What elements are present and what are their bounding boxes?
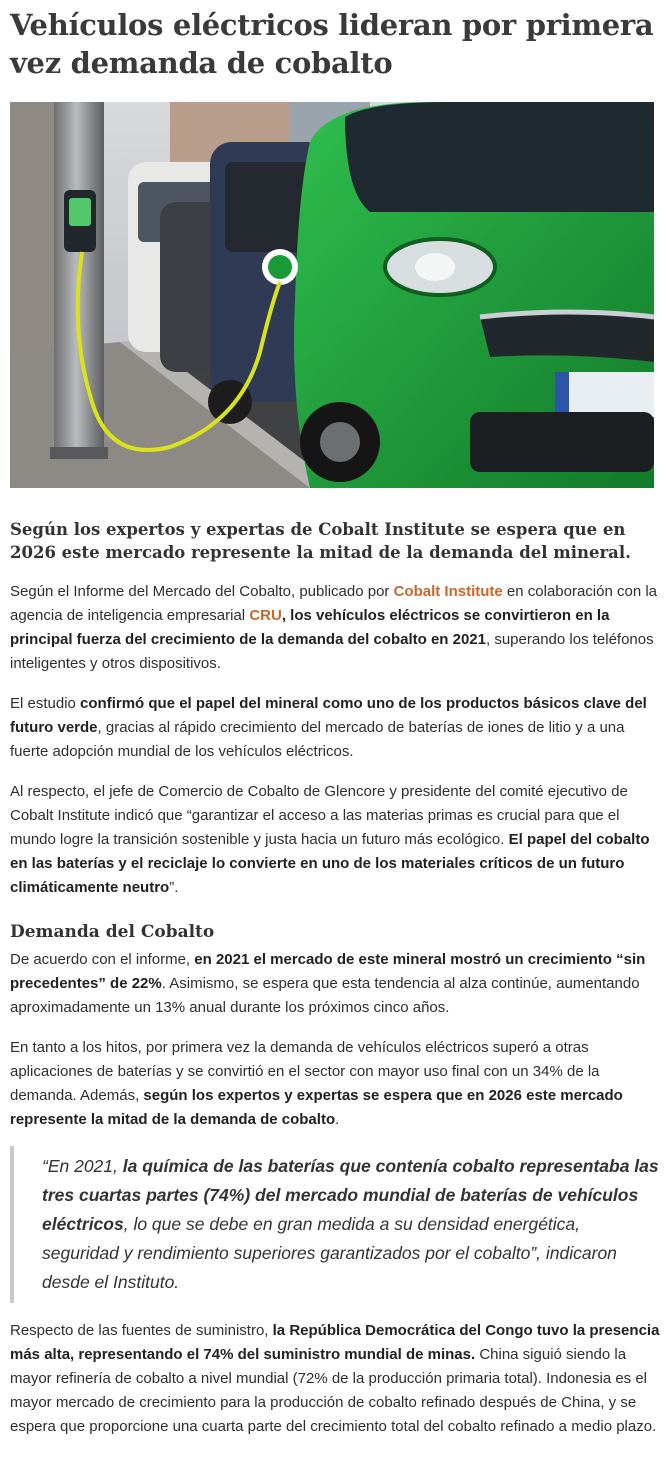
bold-text: en 2021 el mercado de este mineral mostró un crecimiento “sin precedentes” de 22% bbox=[10, 951, 646, 992]
text: El estudio bbox=[10, 695, 81, 712]
article bbox=[0, 6, 670, 1439]
bold-text: confirmó que el papel del mineral como uno de los productos básicos clave del futuro verde bbox=[10, 695, 647, 736]
paragraph-4 bbox=[10, 948, 660, 1020]
bold-text: según los expertos y expertas se espera que en 2026 este mercado represente la mitad de la demanda de cobalto bbox=[10, 1087, 623, 1128]
paragraph-6 bbox=[10, 1319, 660, 1439]
bold-text: la República Democrática del Congo tuvo la presencia más alta, representando el 74% del suministro mundial de minas. bbox=[10, 1322, 660, 1363]
paragraph-2 bbox=[10, 692, 660, 764]
text: , lo que se debe en gran medida a su densidad energética, seguridad y rendimiento superiores garantizados por el cobalto”, indicaron desde el Instituto. bbox=[42, 1214, 617, 1292]
paragraph-3 bbox=[10, 780, 660, 900]
text: ”. bbox=[169, 879, 179, 896]
article-title: Vehículos eléctricos lideran por primera vez demanda de cobalto bbox=[10, 8, 654, 80]
section-heading: Demanda del Cobalto bbox=[10, 922, 215, 942]
text: , superando los teléfonos inteligentes y otros dispositivos. bbox=[10, 631, 654, 672]
text: En tanto a los hitos, por primera vez la demanda de vehículos eléctricos superó a otras aplicaciones de baterías y se convirtió en el sector con mayor uso final con un 34% de la demanda. Además, bbox=[10, 1039, 600, 1104]
cobalt-institute-link[interactable]: Cobalt Institute bbox=[393, 583, 503, 600]
text: De acuerdo con el informe, bbox=[10, 951, 195, 968]
article-lead: Según los expertos y expertas de Cobalt Institute se espera que en 2026 este mercado represente la mitad de la demanda del mineral. bbox=[10, 520, 631, 562]
text: , gracias al rápido crecimiento del mercado de baterías de iones de litio y a una fuerte adopción mundial de los vehículos eléctricos. bbox=[10, 719, 625, 760]
hero-photo bbox=[10, 102, 654, 488]
bold-text: la química de las baterías que contenía cobalto representaba las tres cuartas partes (74%) del mercado mundial de baterías de vehículos eléctricos bbox=[42, 1156, 659, 1234]
bold-text: , los vehículos eléctricos se convirtieron en la principal fuerza del crecimiento de la demanda del cobalto en 2021 bbox=[10, 607, 610, 648]
text: Según el Informe del Mercado del Cobalto, publicado por bbox=[10, 583, 394, 600]
cru-link[interactable]: CRU bbox=[249, 607, 282, 624]
paragraph-1 bbox=[10, 580, 660, 676]
text: en colaboración con la agencia de inteligencia empresarial bbox=[10, 583, 658, 624]
text: . bbox=[335, 1111, 340, 1128]
text: “En 2021, bbox=[42, 1156, 123, 1176]
text: . Asimismo, se espera que esta tendencia al alza continúe, aumentando aproximadamente un 13% anual durante los próximos cinco años. bbox=[10, 975, 640, 1016]
text: Respecto de las fuentes de suministro, bbox=[10, 1322, 273, 1339]
text: China siguió siendo la mayor refinería de cobalto a nivel mundial (72% de la producción primaria total). Indonesia es el mayor mercado de crecimiento para la producción de cobalto refinado después de China, y se espera que proporcione una cuarta parte del crecimiento total del cobalto refinado a medio plazo. bbox=[10, 1346, 657, 1435]
blockquote bbox=[10, 1146, 660, 1303]
text: Al respecto, el jefe de Comercio de Cobalto de Glencore y presidente del comité ejecutivo de Cobalt Institute indicó que “garantizar el acceso a las materias primas es crucial para que el mundo logre la transición sostenible y justa hacia un futuro más ecológico. bbox=[10, 783, 628, 848]
paragraph-5 bbox=[10, 1036, 660, 1132]
bold-text: El papel del cobalto en las baterías y el reciclaje lo convierte en uno de los materiales críticos de un futuro climáticamente neutro bbox=[10, 831, 650, 896]
